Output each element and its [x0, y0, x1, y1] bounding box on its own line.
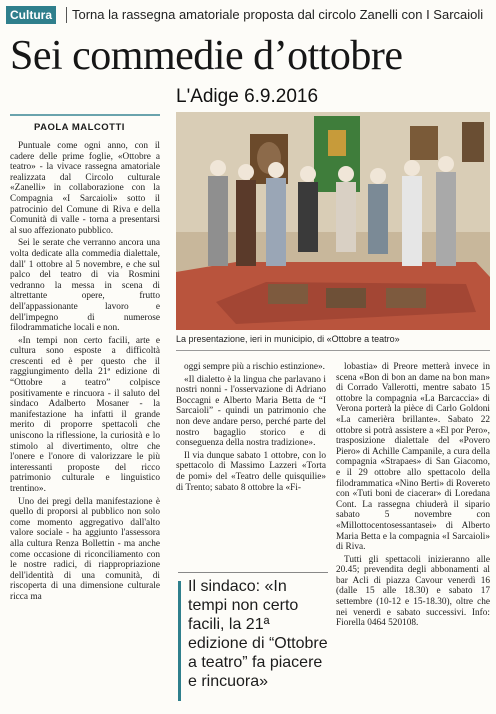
paragraph: Sei le serate che verranno ancora una volta dedicate alla commedia dialettale, dall' 1 ottobre al 5 novembre, e che sul palco del teatro di via Rosmini vedranno la messa in scena di altrettante opere, frutto dell'appassionante lavoro e dell'impegno di numerose filodrammatiche locali e non.	[10, 238, 160, 334]
kicker-text: Torna la rassegna amatoriale proposta dal circolo Zanelli con I Sarcaioli	[72, 7, 484, 22]
paragraph: «Il dialetto è la lingua che parlavano i nostri nonni - l'osservazione di Adriano Boccagni e Alberto Maria Betta de “I Sarcaioli” - quindi un patrimonio che non deve andare perso, perché parte del nostro bagaglio storico e di conseguenza della nostra tradizione».	[176, 374, 326, 449]
pull-quote-box	[178, 572, 328, 705]
author-byline: PAOLA MALCOTTI	[34, 122, 125, 133]
paragraph: oggi sempre più a rischio estinzione».	[184, 362, 325, 372]
source-label: L'Adige 6.9.2016	[176, 86, 319, 107]
paragraph: Il via dunque sabato 1 ottobre, con lo spettacolo di Massimo Lazzeri «Torta de pomi» del «Teatro delle quisquilie» di Trento; sabato 8 ottobre la «Fi-	[176, 450, 326, 493]
paragraph: Uno dei pregi della manifestazione è quello di proporsi al pubblico non solo come momento aggregativo dall'alto valore sociale - ha aggiunto l'assessora alla cultura Renza Bollettin - ma anche come occasione di riconciliamento con le nostre radici, di riappropriazione dell'identità di una comunità, di riscoperta di una dimensione culturale ricca ma	[10, 496, 160, 602]
paragraph: lobastia» di Preore metterà invece in scena «Bon di bon an dame na bon man» di Corrado Vallerotti, mentre sabato 15 ottobre la compagnia «La Barcaccia» di Verona porterà la pièce di Carlo Goldoni «La camerièra brillante». Sabato 22 ottobre si potrà assistere a «El por Pero», trasposizione dialettale del «Povero Piero» di Achille Campanile, a cura della compagnia «Strapaes» di San Giacomo, e il 29 ottobre allo spettacolo della filodrammatica «Nino Berti» di Rovereto con «Tuti boni de ciacerar» di Loredana Cont. La rassegna chiuderà il sipario sabato 5 novembre con «Millottocentosessantasei» di Alberto Maria Betta e la compagnia «I Sarcaioli» di Riva.	[336, 362, 490, 553]
paragraph: «In tempi non certo facili, arte e cultura sono esposte a difficoltà crescenti ed è per questo che il raggiungimento della 21ª edizione di “Ottobre a teatro” colpisce positivamente e rincuora - il saluto del sindaco Adalberto Mosaner - la manifestazione ha infatti il grande merito di proporre spettacoli che uniscono la riflessione, la curiosità e lo stimolo al divertimento, oltre che l'onere e l'onore di valorizzare le più interessanti proposte del ricco patrimonio culturale e linguistico trentino».	[10, 335, 160, 494]
quote-accent-bar	[178, 581, 181, 701]
paragraph: Puntuale come ogni anno, con il cadere delle prime foglie, «Ottobre a teatro» - la vivace rassegna amatoriale realizzata dal Circolo culturale «Zanelli» in collaborazione con la Compagnia «I Sarcaioli» sotto il patrocinio del Comune di Riva e della Comunità di valle - torna a presentarsi al suo affezionato pubblico.	[10, 141, 160, 236]
header-strip	[0, 4, 496, 26]
pull-quote: Il sindaco: «In tempi non certo facili, la 21ª edizione di “Ottobre a teatro” fa piacere e rincuora»	[188, 578, 328, 690]
headline: Sei commedie d’ottobre	[10, 33, 403, 79]
event-photo	[176, 112, 490, 330]
section-tag: Cultura	[6, 6, 56, 24]
article-column-3	[336, 362, 490, 707]
author-rule	[10, 114, 160, 116]
caption-divider	[176, 350, 490, 351]
kicker-divider	[66, 7, 67, 23]
photo-caption: La presentazione, ieri in municipio, di «Ottobre a teatro»	[176, 334, 400, 344]
article-column-2	[176, 362, 326, 572]
article-column-1	[10, 141, 160, 701]
paragraph: Tutti gli spettacoli inizieranno alle 20.45; prevendita degli abbonamenti al bar Acli di piazza Cavour venerdì 16 (dalle 15 alle 18.30) e sabato 17 settembre (10-12 e 15-18.30), oltre che nei venerdì e sabato successivi. Info: Fiorella 0464 520108.	[336, 554, 490, 629]
